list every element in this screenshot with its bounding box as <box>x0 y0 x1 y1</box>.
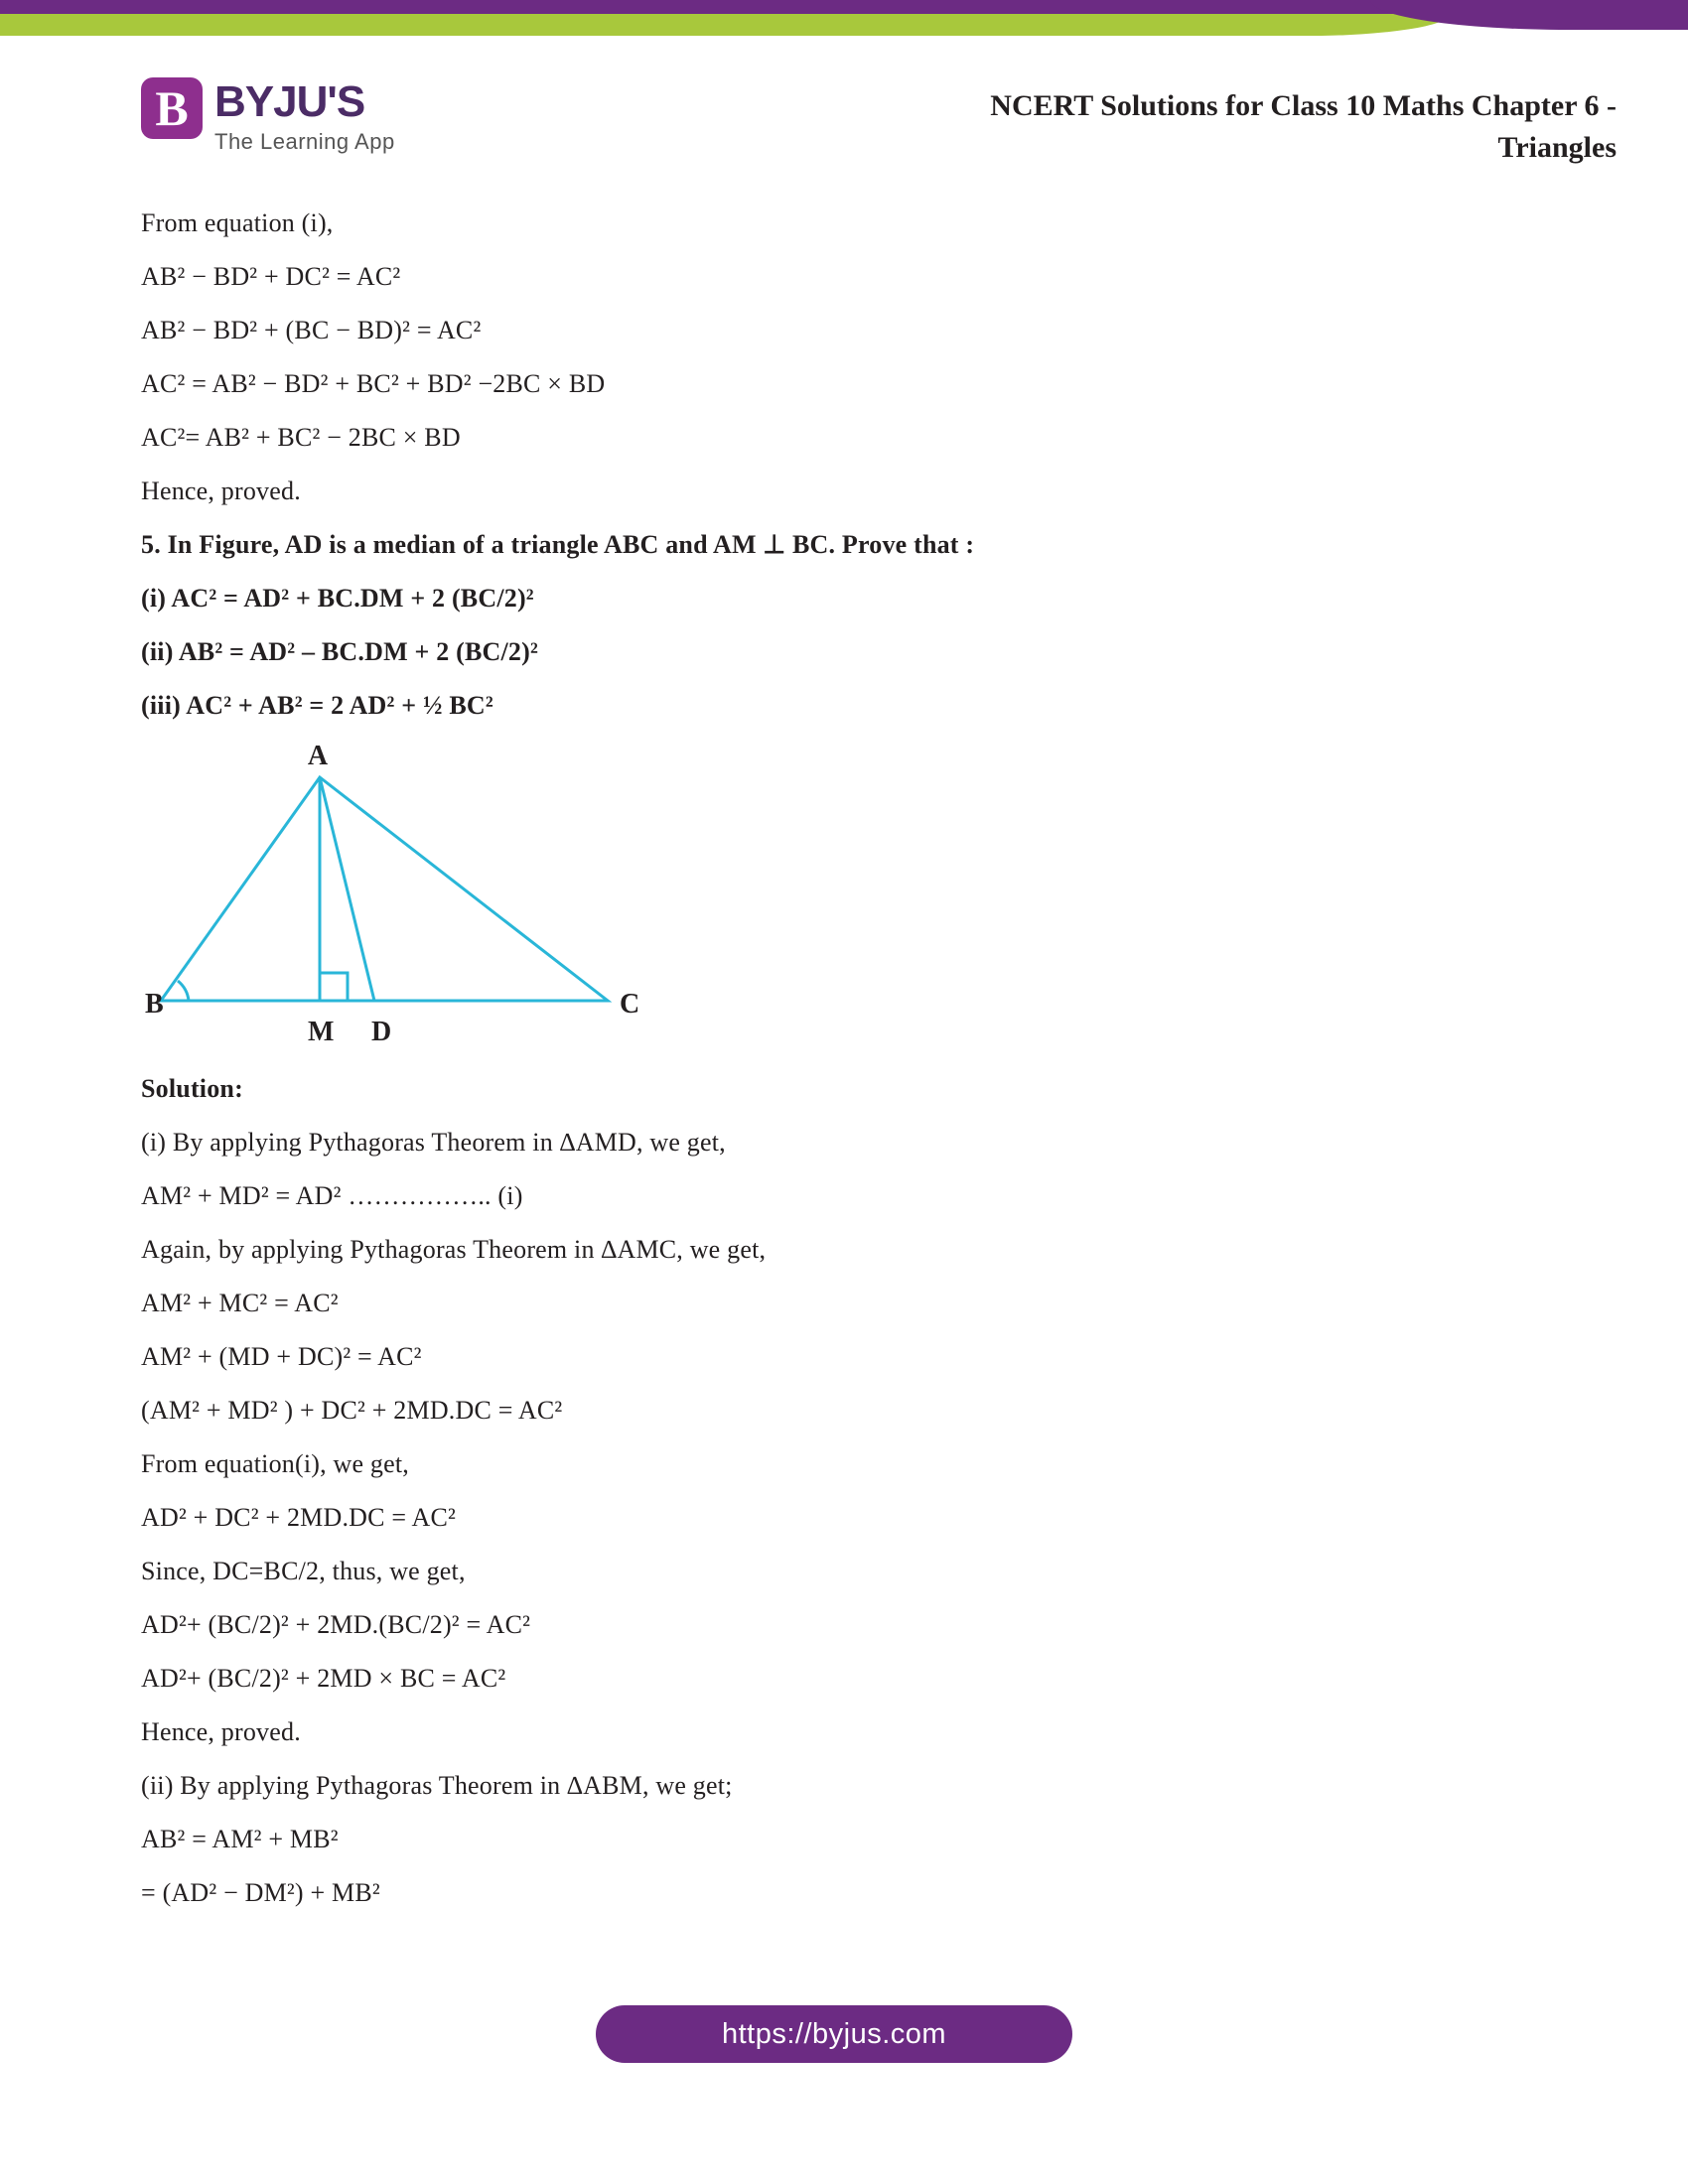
question-statement: 5. In Figure, AD is a median of a triangle ABC and AM ⊥ BC. Prove that : <box>141 530 975 559</box>
text-line: AB² = AM² + MB² <box>141 1825 339 1853</box>
brand-text <box>214 77 395 155</box>
text-line: From equation (i), <box>141 208 334 237</box>
question-part-ii: (ii) AB² = AD² – BC.DM + 2 (BC/2)² <box>141 637 538 666</box>
document-body <box>141 206 1551 1930</box>
triangle-diagram-svg <box>141 743 657 1050</box>
text-line: AM² + MD² = AD² …………….. (i) <box>141 1181 523 1210</box>
text-line: From equation(i), we get, <box>141 1449 409 1478</box>
text-line: Hence, proved. <box>141 477 301 505</box>
website-url-button[interactable]: https://byjus.com <box>596 2005 1072 2063</box>
logo-letter: B <box>155 80 189 136</box>
triangle-abc-outline <box>161 777 608 1001</box>
solution-heading: Solution: <box>141 1074 243 1103</box>
text-line: AM² + (MD + DC)² = AC² <box>141 1342 422 1371</box>
text-line: AC² = AB² − BD² + BC² + BD² −2BC × BD <box>141 369 606 398</box>
vertex-label-a: A <box>307 743 329 771</box>
page-title-line1: NCERT Solutions for Class 10 Maths Chapter 6 - <box>990 89 1617 122</box>
question-part-iii: (iii) AC² + AB² = 2 AD² + ½ BC² <box>141 691 493 720</box>
brand-logo[interactable] <box>141 77 395 155</box>
point-label-d: D <box>371 1017 392 1047</box>
angle-arc-b <box>178 981 189 1001</box>
text-line: = (AD² − DM²) + MB² <box>141 1878 380 1907</box>
text-line: AD²+ (BC/2)² + 2MD × BC = AC² <box>141 1664 506 1693</box>
text-line: (AM² + MD² ) + DC² + 2MD.DC = AC² <box>141 1396 563 1425</box>
page-title <box>763 85 1617 169</box>
triangle-figure <box>141 743 657 1050</box>
text-line: AM² + MC² = AC² <box>141 1289 339 1317</box>
text-line: Hence, proved. <box>141 1717 301 1746</box>
brand-name: BYJU'S <box>214 77 365 126</box>
median-ad-line <box>320 777 374 1001</box>
text-line: AB² − BD² + DC² = AC² <box>141 262 401 291</box>
page-title-line2: Triangles <box>1497 131 1617 164</box>
text-line: (ii) By applying Pythagoras Theorem in ∆ABM, we get; <box>141 1771 733 1800</box>
text-line: Since, DC=BC/2, thus, we get, <box>141 1557 466 1585</box>
green-band <box>0 14 1450 36</box>
logo-badge-icon <box>141 77 203 139</box>
text-line: AB² − BD² + (BC − BD)² = AC² <box>141 316 482 344</box>
text-line: AD² + DC² + 2MD.DC = AC² <box>141 1503 457 1532</box>
page-top-decoration <box>0 0 1688 60</box>
question-part-i: (i) AC² = AD² + BC.DM + 2 (BC/2)² <box>141 584 534 613</box>
text-line: AD²+ (BC/2)² + 2MD.(BC/2)² = AC² <box>141 1610 531 1639</box>
right-angle-mark <box>320 973 348 1001</box>
point-label-m: M <box>308 1017 335 1047</box>
text-line: Again, by applying Pythagoras Theorem in ∆AMC, we get, <box>141 1235 767 1264</box>
vertex-label-b: B <box>145 989 164 1020</box>
text-line: AC²= AB² + BC² − 2BC × BD <box>141 423 461 452</box>
page-header <box>0 77 1688 187</box>
brand-tagline: The Learning App <box>214 129 395 154</box>
text-line: (i) By applying Pythagoras Theorem in ∆AMD, we get, <box>141 1128 726 1157</box>
vertex-label-c: C <box>620 989 640 1020</box>
